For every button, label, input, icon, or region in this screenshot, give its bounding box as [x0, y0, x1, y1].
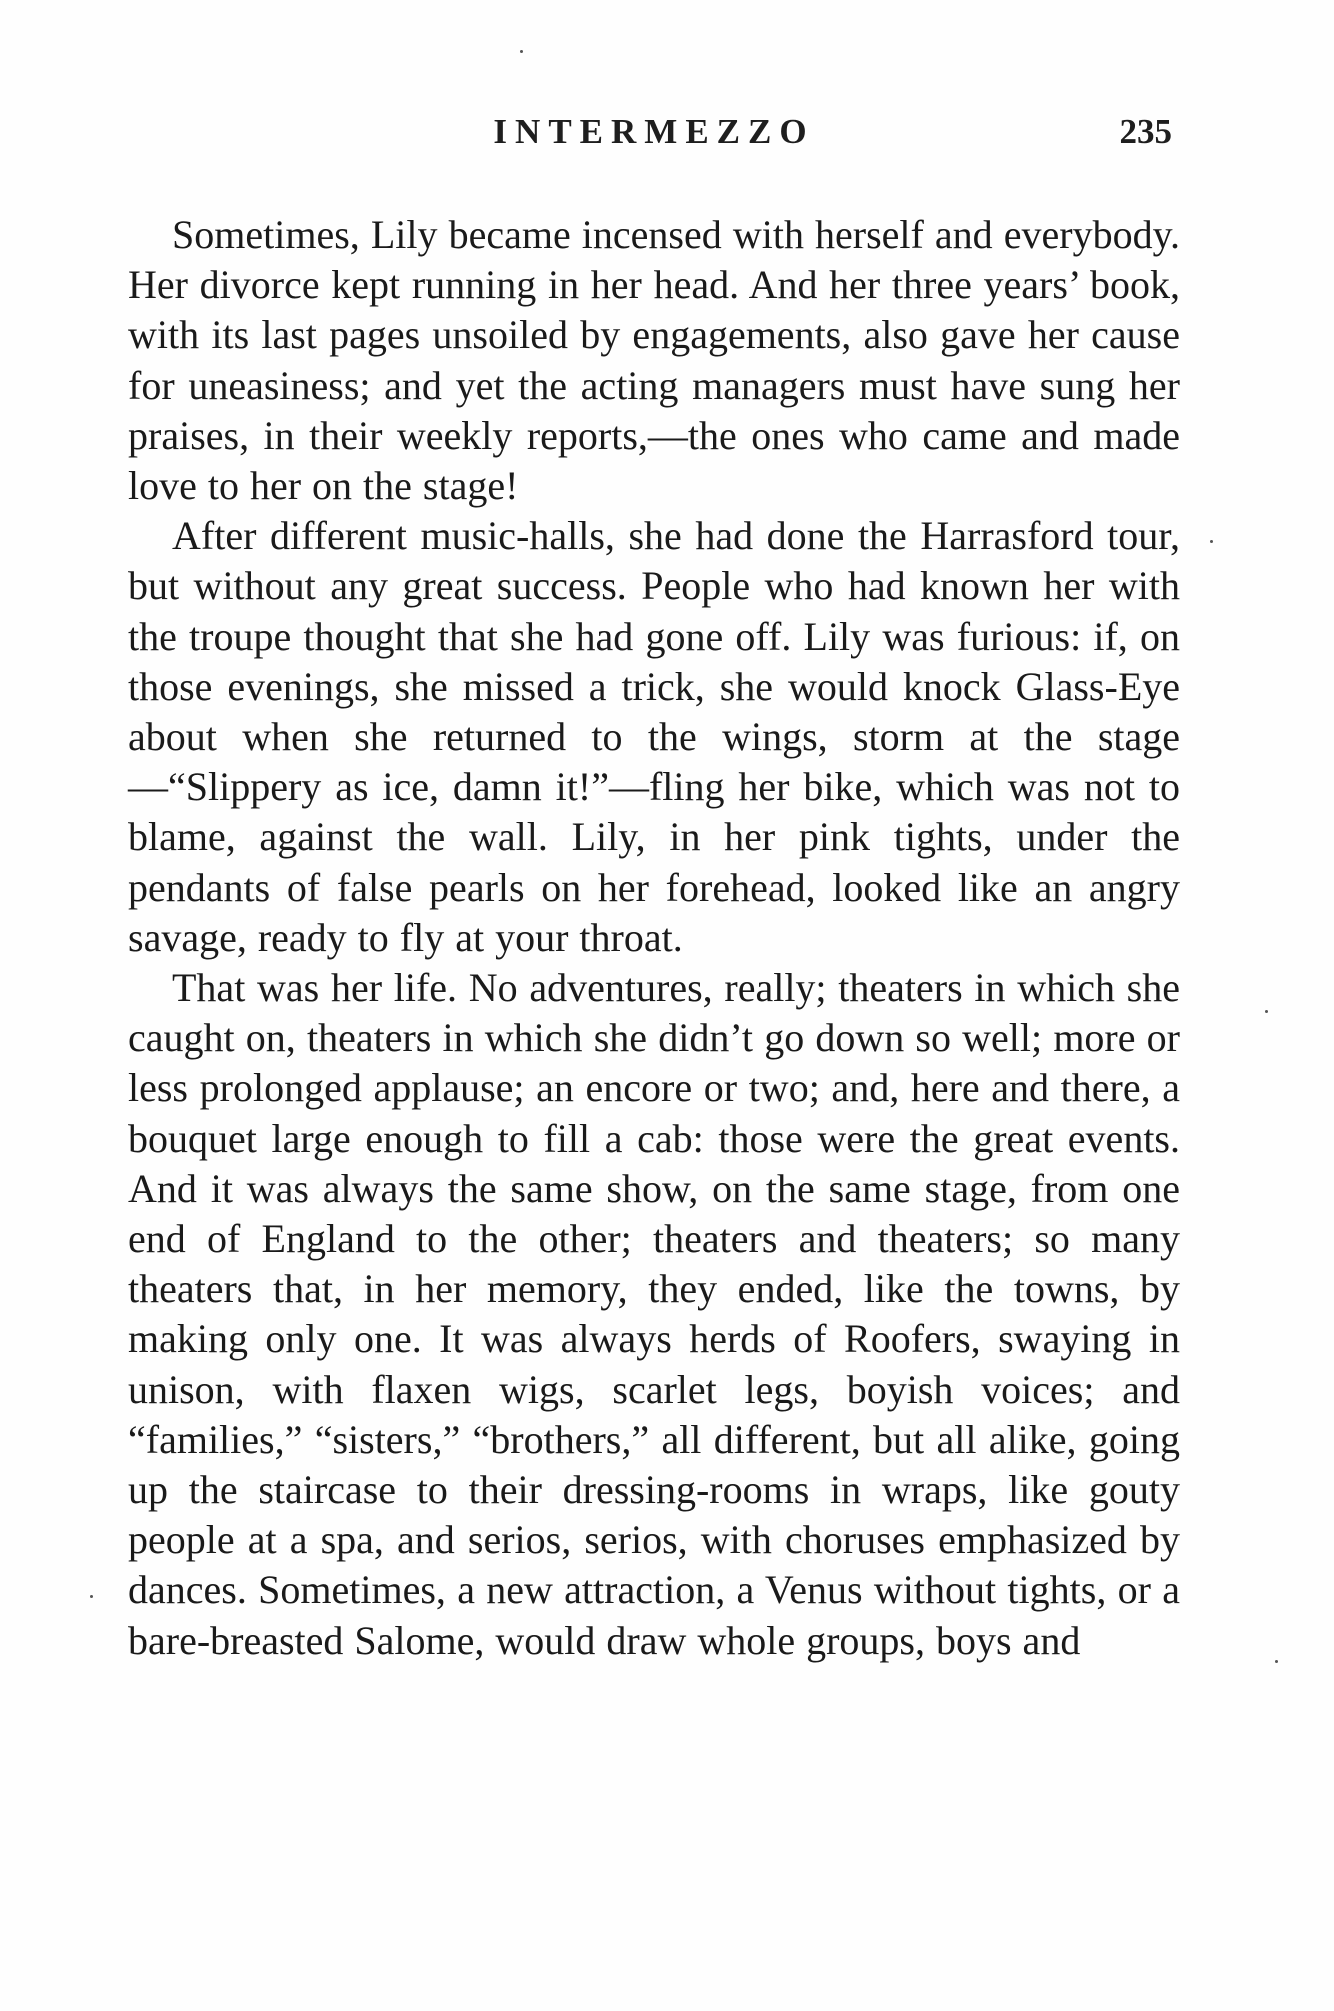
scan-speck	[1275, 1660, 1278, 1663]
paragraph: That was her life. No adventures, really; theaters in which she caught on, theaters in which she didn’t go down so well; more or less prolonged applause; an encore or two; and, here and there, a bouquet large enough to fill a cab: those were the great events. And it was always the same show, on the same stage, from one end of England to the other; theaters and theaters; so many theaters that, in her memory, they ended, like the towns, by making only one. It was always herds of Roofers, swaying in unison, with flaxen wigs, scarlet legs, boyish voices; and “families,” “sisters,” “brothers,” all different, but all alike, going up the staircase to their dressing-rooms in wraps, like gouty people at a spa, and serios, serios, with choruses emphasized by dances. Sometimes, a new attraction, a Venus without tights, or a bare-breasted Salome, would draw whole groups, boys and	[128, 965, 1180, 1663]
scan-speck	[1210, 540, 1213, 543]
body-text	[128, 210, 1180, 1666]
scan-speck	[90, 1595, 93, 1598]
scan-speck	[1265, 1010, 1268, 1013]
paragraph: Sometimes, Lily became incensed with herself and everybody. Her divorce kept running in her head. And her three years’ book, with its last pages unsoiled by engagements, also gave her cause for uneasiness; and yet the acting managers must have sung her praises, in their weekly reports,—the ones who came and made love to her on the stage!	[128, 212, 1180, 509]
page-header	[128, 112, 1180, 162]
paragraph: After different music-halls, she had done the Harrasford tour, but without any great success. People who had known her with the troupe thought that she had gone off. Lily was furious: if, on those evenings, she missed a trick, she would knock Glass-Eye about when she returned to the wings, storm at the stage—“Slippery as ice, damn it!”—fling her bike, which was not to blame, against the wall. Lily, in her pink tights, under the pendants of false pearls on her forehead, looked like an angry savage, ready to fly at your throat.	[128, 513, 1180, 960]
scan-speck	[520, 50, 523, 53]
running-title: INTERMEZZO	[493, 112, 815, 151]
page-number: 235	[1119, 112, 1172, 151]
